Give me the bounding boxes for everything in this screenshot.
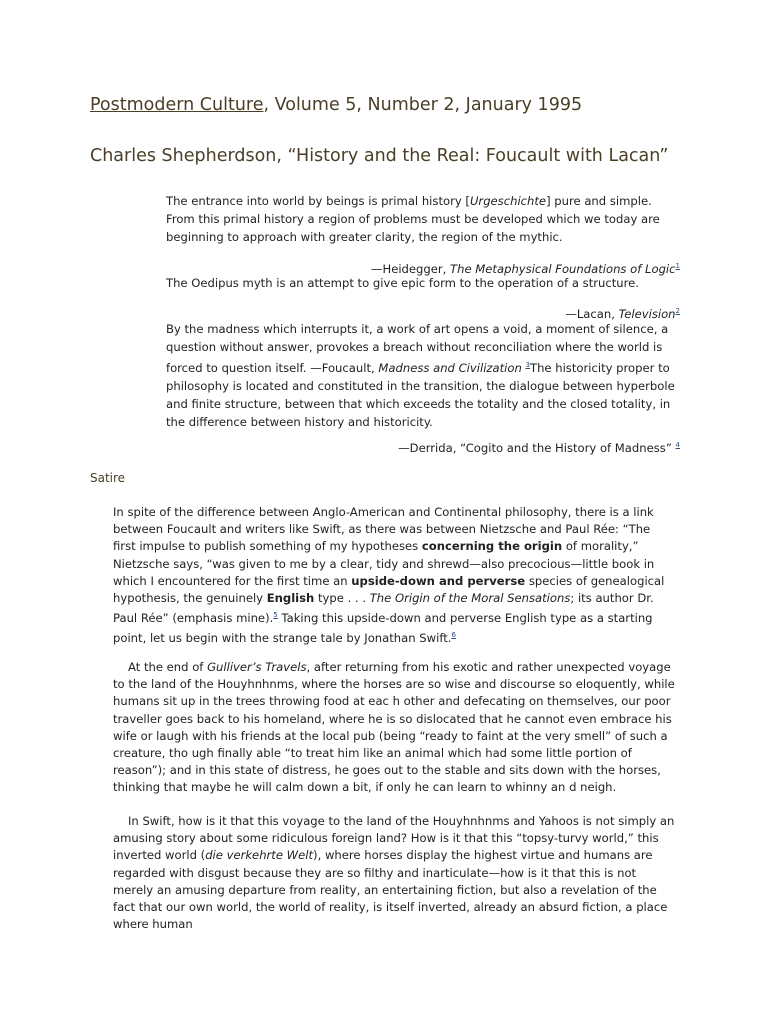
epigraph-heidegger-attribution: —Heidegger, The Metaphysical Foundations of Logic$^1$	[370, 261, 680, 276]
body-paragraph-2: At the end of Gulliver’s Travels, after returning from his exotic and rather unexpected voyage to the land of the Houyhnhnms, where the horses are so wise and discourse so eloquently, while humans sit up in the trees throwing food at eac h other and defecating on themselves, our poor traveller goes back to his homeland, where he is so dislocated that he cannot even embrace his wife or laugh with his friends at the local pub (being “ready to faint at the very smell” of such a creature, tho ugh finally able “to treat him like an animal which had some little portion of reason”); and in this state of distress, he goes out to the stable and sits down with the horses, thinking that maybe he will calm down a bit, if only he can learn to whinny an d neigh.	[113, 660, 675, 795]
footnote-link-2[interactable]: 2	[675, 307, 680, 315]
epigraph-lacan: The Oedipus myth is an attempt to give epic form to the operation of a structure.	[166, 276, 639, 290]
section-heading: Satire	[90, 471, 126, 485]
footnote-link-6[interactable]: 6	[451, 631, 456, 640]
issue-text: , Volume 5, Number 2, January 1995	[263, 95, 583, 115]
epigraph-heidegger: The entrance into world by beings is primal history [Urgeschichte] pure and simple. From this primal history a region of problems must be developed which we today are beginning to approach with greater clarity, the region of the mythic.	[166, 194, 660, 244]
footnote-link-4[interactable]: 4	[675, 441, 680, 449]
footnote-link-3[interactable]: 3	[525, 361, 530, 369]
body-paragraph-3: In Swift, how is it that this voyage to the land of the Houyhnhnms and Yahoos is not simply an amusing story about some ridiculous foreign land? How is it that this “topsy-turvy world,” this inverted world (die verkehrte Welt), where horses display the highest virtue and humans are regarded with disgust because they are so filthy and inarticulate—how is it that this is not merely an amusing departure from reality, an entertaining fiction, but also a revelation of the fact that our own world, the world of reality, is itself inverted, already an absurd fiction, a place where human	[113, 814, 675, 932]
article-title: Charles Shepherdson, “History and the Real: Foucault with Lacan”	[90, 146, 669, 166]
epigraph-lacan-attribution: —Lacan, Television$^2$	[565, 306, 680, 321]
footnote-link-5[interactable]: 5	[273, 611, 278, 620]
journal-link[interactable]: Postmodern Culture	[90, 95, 264, 115]
journal-heading	[90, 95, 582, 115]
epigraph-foucault-derrida: By the madness which interrupts it, a work of art opens a void, a moment of silence, a question without answer, provokes a breach without reconciliation where the world is forced to question itself. —Foucault, Madness and Civilization $^3$The historicity proper to philosophy is located and constituted in the transition, the dialogue between hyperbole and finite structure, between that which exceeds the totality and the closed totality, in the difference between history and historicity.	[166, 322, 675, 429]
epigraph-derrida-attribution: —Derrida, “Cogito and the History of Madness” $^4$	[398, 440, 680, 455]
body-paragraph-1: In spite of the difference between Anglo-American and Continental philosophy, there is a link between Foucault and writers like Swift, as there was between Nietzsche and Paul Rée: “The first impulse to publish something of my hypotheses concerning the origin of morality,” Nietzsche says, “was given to me by a clear, tidy and shrewd—also precocious—little book in which I encountered for the first time an upside-down and perverse species of genealogical hypothesis, the genuinely English type . . . The Origin of the Moral Sensations; its author Dr. Paul Rée” (emphasis mine).$^5$ Taking this upside-down and perverse English type as a starting point, let us begin with the strange tale by Jonathan Swift.$^6$	[113, 505, 665, 646]
footnote-link-1[interactable]: 1	[675, 262, 680, 270]
